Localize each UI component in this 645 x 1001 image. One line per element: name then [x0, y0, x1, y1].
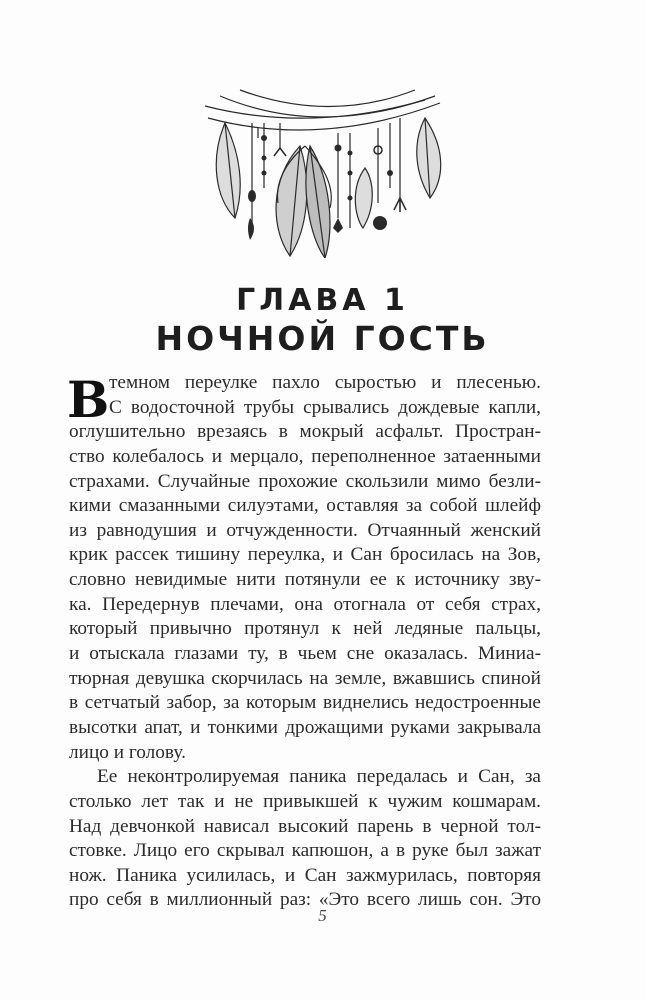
body-text — [69, 371, 541, 913]
text-line: нож. Паника усилилась, и Сан зажмурилась, повторяя — [69, 864, 541, 886]
text-line: который привычно протянул к ней ледяные пальцы, — [69, 618, 541, 640]
chapter-number: ГЛАВА 1 — [236, 283, 409, 318]
text-line: высотки апат, и тонкими дрожащими руками закрывала — [69, 716, 541, 738]
text-line: ство колебалось и мерцало, переполненное затаенными — [69, 445, 541, 467]
text-line: страхами. Случайные прохожие скользили мимо безли- — [69, 470, 541, 492]
text-line: Ее неконтролируемая паника передалась и Сан, за — [97, 766, 541, 788]
text-line: кими смазанными силуэтами, оставляя за собой шлейф — [69, 495, 541, 517]
page-number: 5 — [318, 906, 327, 925]
text-line: тюрная девушка скорчилась на земле, вжавшись спиной — [69, 667, 541, 689]
feather-garland-icon — [200, 78, 450, 258]
text-line: ка. Передернув плечами, она отогнала от себя страх, — [69, 593, 541, 615]
text-line: С водосточной трубы срывались дождевые капли, — [109, 396, 541, 418]
text-line: столько лет так и не привыкшей к чужим кошмарам. — [69, 790, 541, 812]
text-line: словно невидимые нити потянули ее к источнику зву- — [69, 569, 541, 591]
text-line: из равнодушия и отчужденности. Отчаянный женский — [69, 519, 541, 541]
text-line: Над девчонкой нависал высокий парень в черной тол- — [69, 815, 541, 837]
text-line: темном переулке пахло сыростью и плесенью. — [109, 372, 541, 393]
text-line: про себя в миллионный раз: «Это всего лишь сон. Это — [69, 889, 541, 911]
text-line: лицо и голову. — [69, 741, 186, 763]
chapter-title: НОЧНОЙ ГОСТЬ — [155, 319, 490, 358]
text-line: в сетчатый забор, за которым виднелись недостроенные — [69, 692, 541, 714]
text-line: оглушительно врезаясь в мокрый асфальт. Простран- — [69, 421, 541, 443]
text-line: крик рассек тишину переулка, и Сан бросилась на Зов, — [69, 544, 541, 566]
text-line: и отыскала глазами ту, в чьем сне оказалась. Миниа- — [69, 643, 541, 665]
drop-cap: В — [67, 370, 110, 429]
text-line: стовке. Лицо его скрывал капюшон, а в руке был зажат — [69, 840, 541, 862]
